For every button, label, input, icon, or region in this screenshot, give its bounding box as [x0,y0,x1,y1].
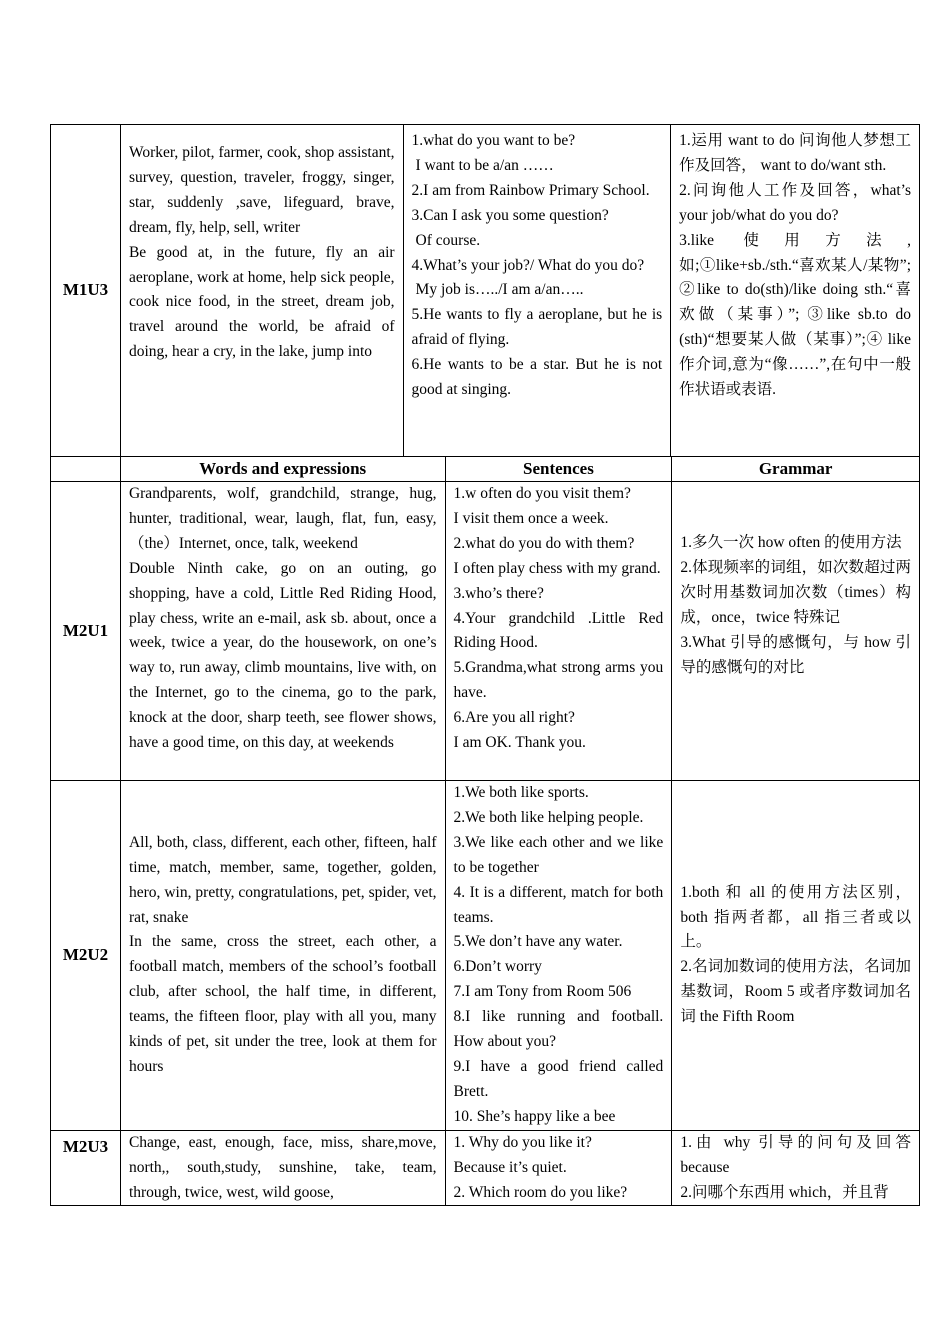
sentence-line: 4.Your grandchild .Little Red Riding Hood. [453,609,664,652]
header-blank [51,457,121,482]
words-cell [120,125,403,457]
sentence-line: 5.He wants to fly a aeroplane, but he is afraid of flying. [411,306,663,349]
sentence-line: 1.what do you want to be? [411,132,576,149]
sentence-line: 2. Which room do you like? [453,1183,628,1201]
grammar-cell [671,125,920,457]
grammar-point: 1.both 和 all 的使用方法区别，both 指两者都，all 指三者或以上。 [680,883,911,951]
sentence-line: I am OK. Thank you. [453,734,586,752]
m1u3-table [50,124,920,457]
sentence-line: 8.I like running and football. How about you? [453,1008,664,1051]
sentence-line: 4.What’s your job?/ What do you do? [411,256,645,274]
sentences-cell [445,1130,672,1206]
unit-label: M2U1 [51,482,121,781]
sentence-line: 10. She’s happy like a bee [453,1107,616,1125]
sentences-cell [403,125,671,457]
word-list: All, both, class, different, each other, fifteen, half time, match, member, same, together, golden, hero, win, pretty, congratulations, pet, spider, vet, rat, snake [128,833,437,926]
grammar-point: 1.运用 want to do 问询他人梦想工作及回答， want to do/want sth. [679,132,911,174]
grammar-cell [672,482,920,781]
sentence-line: 7.I am Tony from Room 506 [453,983,632,1001]
word-list: Grandparents, wolf, grandchild, strange, hug, hunter, traditional, wear, laugh, flat, fun, easy, （the）Internet, once, talk, weekend [128,485,437,552]
unit-label: M2U3 [51,1130,121,1206]
grammar-point: 2.问哪个东西用 which，并且背 [680,1183,889,1201]
words-cell [120,781,445,1131]
sentence-line: 2.what do you do with them? [453,534,635,552]
grammar-point: 2.问询他人工作及回答，what’s your job/what do you do? [679,181,911,224]
sentence-line: 6.He wants to be a star. But he is not good at singing. [411,356,663,399]
sentence-line: 5.We don’t have any water. [453,933,623,951]
sentence-line: 6.Are you all right? [453,709,575,727]
sentence-line: 1.w often do you visit them? [453,485,631,502]
sentences-cell [445,781,672,1131]
sentence-line: My job is…../I am a/an….. [415,281,584,299]
words-cell [120,1130,445,1206]
sentence-line: 2.I am from Rainbow Primary School. [411,181,650,199]
header-sentences: Sentences [445,457,672,482]
sentence-line: Of course. [415,231,481,249]
grammar-point: 3.What 引导的感慨句，与 how 引导的感慨句的对比 [680,633,911,676]
expression-list: Double Ninth cake, go on an outing, go shopping, have a cold, Little Red Riding Hood, play chess, write an e-mail, ask sb. about, once a week, twice a year, do the housework, on one’s way to, run away, climb mountains, live with, on the Internet, go to the cinema, go to the park, knock at the door, sharp teeth, see flower shows, have a good time, on this day, at weekends [128,559,437,752]
m2-table [50,456,920,1206]
sentence-line: 5.Grandma,what strong arms you have. [453,659,664,702]
sentence-line: 4. It is a different, match for both teams. [453,883,664,926]
sentence-line: I often play chess with my grand. [453,559,661,577]
word-list: Worker, pilot, farmer, cook, shop assistant, survey, question, traveler, froggy, singer, star, suddenly ,save, lifeguard, brave, dream, fly, help, sell, writer [128,144,395,236]
header-words: Words and expressions [120,457,445,482]
sentence-line: 1. Why do you like it? [453,1133,592,1151]
expression-list: Be good at, in the future, fly an air aeroplane, work at home, help sick people, cook nice food, in the street, dream job, travel around the world, be afraid of doing, hear a cry, in the lake, jump into [128,243,395,361]
word-list: Change, east, enough, face, miss, share,move, north,, south,study, sunshine, take, team, through, twice, west, wild goose, [128,1133,437,1201]
unit-label: M2U2 [51,781,121,1131]
grammar-cell [672,1130,920,1206]
grammar-point: 1.由 why 引导的问句及回答 because [680,1133,911,1176]
sentence-line: I visit them once a week. [453,509,609,527]
expression-list: In the same, cross the street, each other, a football match, members of the school’s football club, after school, the half time, in different, teams, the fifteen floor, play with all you, many kinds of pet, sit under the tree, look at them for hours [128,933,437,1075]
sentence-line: I want to be a/an …… [415,156,554,174]
grammar-point: 1.多久一次 how often 的使用方法 [680,534,902,551]
sentence-line: 2.We both like helping people. [453,808,644,826]
sentence-line: Because it’s quiet. [453,1158,567,1176]
sentence-line: 1.We both like sports. [453,784,589,801]
unit-label: M1U3 [51,125,121,457]
grammar-point: 2.体现频率的词组，如次数超过两次时用基数词加次数（times）构成，once，twice 特殊记 [680,558,911,626]
sentence-line: 3.Can I ask you some question? [411,206,609,224]
sentence-line: 3.We like each other and we like to be together [453,833,664,876]
sentence-line: 3.who’s there? [453,584,544,602]
sentence-line: 9.I have a good friend called Brett. [453,1057,664,1100]
header-grammar: Grammar [672,457,920,482]
sentences-cell [445,482,672,781]
grammar-cell [672,781,920,1131]
grammar-point: 2.名词加数词的使用方法，名词加基数词，Room 5 或者序数词加名词 the Fifth Room [680,958,911,1026]
grammar-point: 3.like 使用方法, 如;①like+sb./sth.“喜欢某人/某物”; ②like to do(sth)/like doing sth.“喜欢做（某事）”; ③like sb.to do (sth)“想要某人做（某事）”;④ like 作介词,意为“像……”,在句中一般作状语或表语. [679,231,911,399]
words-cell [120,482,445,781]
sentence-line: 6.Don’t worry [453,958,542,976]
